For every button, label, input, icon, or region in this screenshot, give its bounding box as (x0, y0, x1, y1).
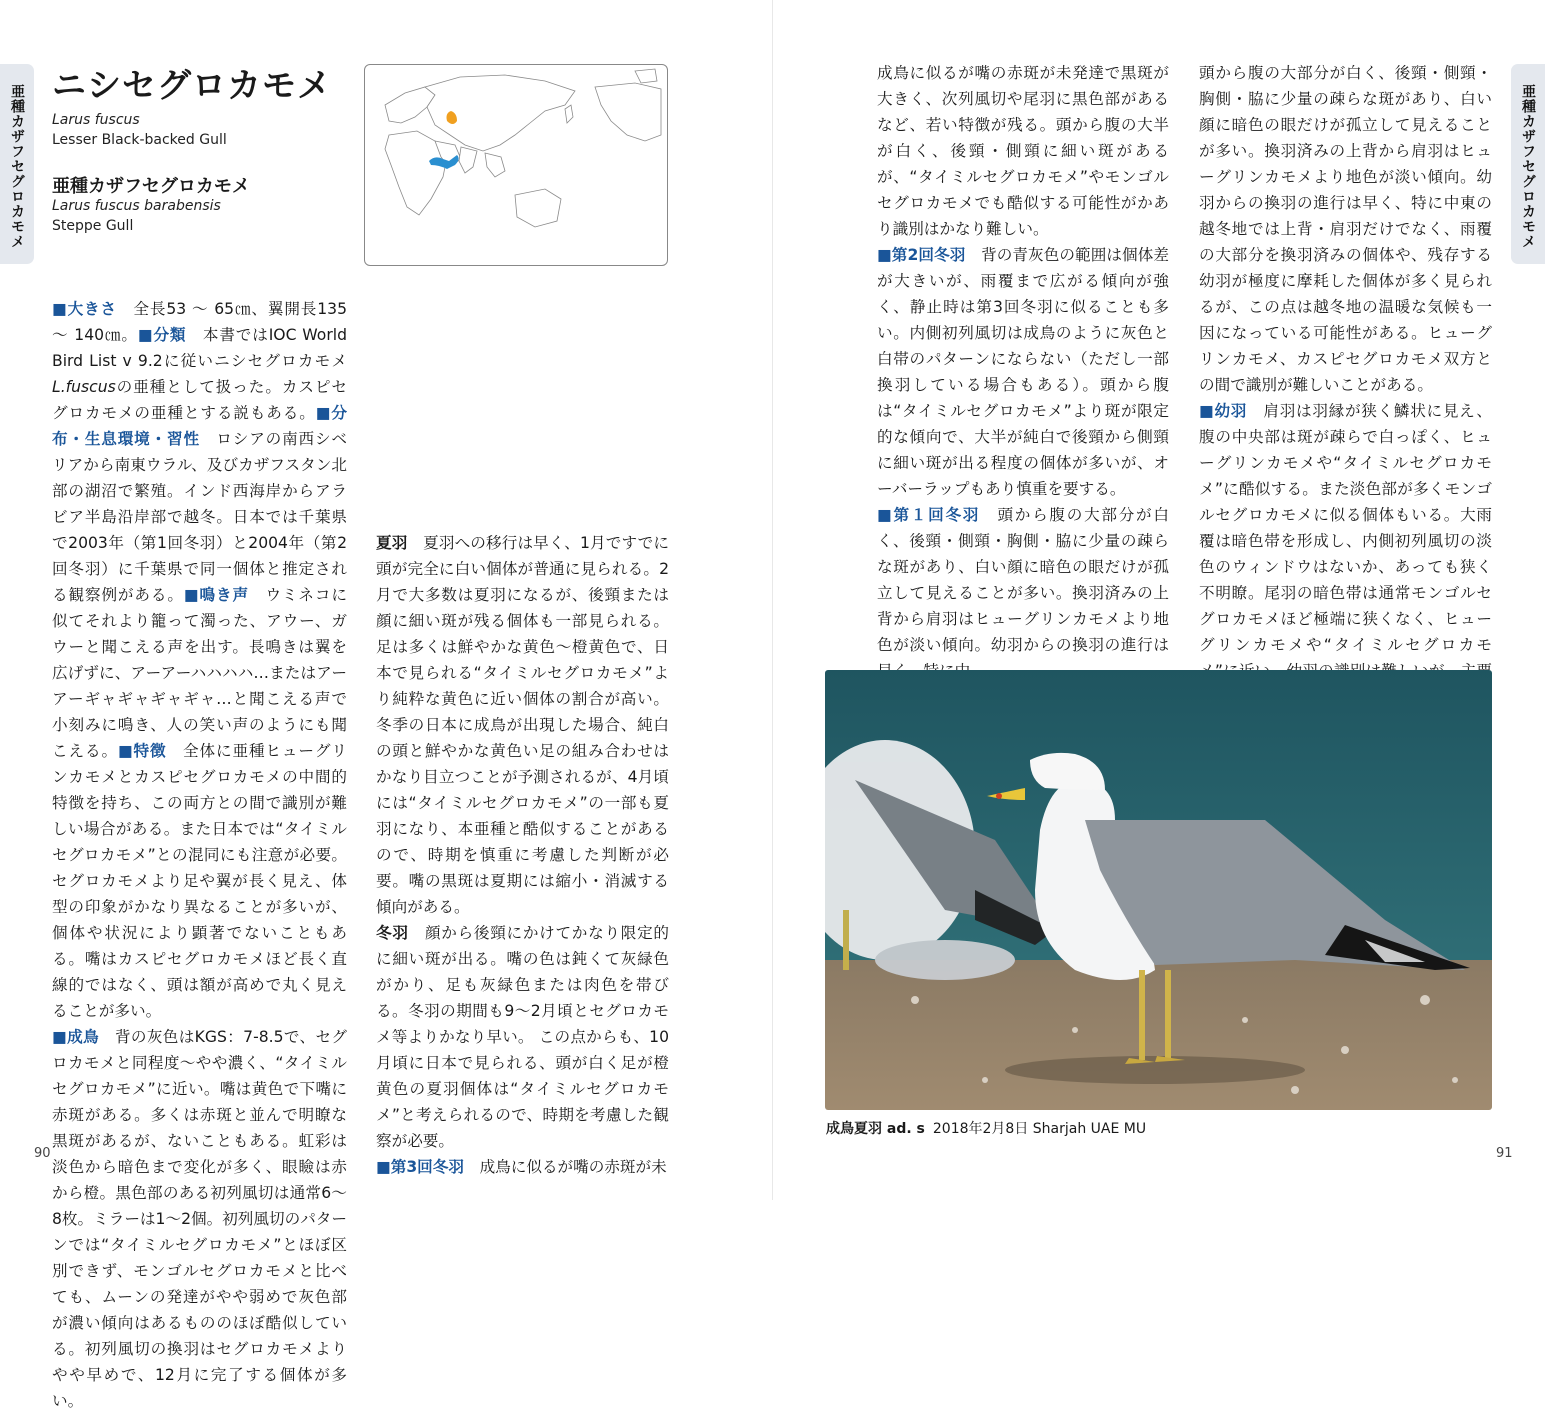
body-classification-italic: L.fuscus (52, 378, 116, 396)
body-third-winter: 成鳥に似るが嘴の赤斑が未発達で黒斑が大きく、次列風切や尾羽に黒色部があるなど、若い特徴が残る。頭から腹の大半が白く、後頸・側頸に細い斑があるが、“タイミルセグロカモメ”やモンゴルセグロカモメでも酷似する可能性がかあり識別はかなり難しい。 (877, 64, 1169, 238)
paragraph-winter (376, 920, 669, 1154)
heading-classification: ■分類 (137, 326, 187, 344)
text-column-4 (1199, 60, 1492, 654)
map-north-america (595, 83, 661, 141)
side-tab-right[interactable] (1511, 64, 1545, 264)
body-call: ウミネコに似てそれより籠って濁った、アウー、ガウーと聞こえる声を出す。長鳴きは翼を広げずに、アーアーハハハハ…またはアーアーギャギャギャギャ…と聞こえる声で小刻みに鳴き、人の笑い声のようにも聞こえる。 (52, 586, 347, 760)
heading-winter: 冬羽 (376, 924, 409, 942)
map-southeast-asia (485, 153, 505, 177)
paragraph-adult (52, 1024, 347, 1414)
page-number-right: 91 (1496, 1146, 1513, 1161)
body-first-winter: 頭から腹の大部分が白く、後頸・側頸・胸側・脇に少量の疎らな斑があり、白い顔に暗色の眼だけが孤立して見えることが多い。換羽済みの上背から肩羽はヒューグリンカモメより地色が淡い傾向。幼羽からの換羽の進行は早く、特に中東の越冬地では上背・肩羽だけでなく、雨覆の大部分を換羽済みの個体や、残存する幼羽が極度に摩耗した個体が多く見られるが、この点は越冬地の温暖な気候も一因になっている可能性がある。ヒューグリンカモメ、カスピセグロカモメ双方との間で識別が難しいことがある。 (1199, 64, 1492, 394)
text-column-2 (376, 296, 669, 1176)
heading-call: ■鳴き声 (183, 586, 249, 604)
body-distribution: ロシアの南西シベリアから南東ウラル、及びカザフスタン北部の湖沼で繁殖。インド西海岸からアラビア半島沿岸部で越冬。日本では千葉県で2003年（第1回冬羽）と2004年（第2回冬羽）に千葉県で同一個体と推定される観察例がある。 (52, 430, 347, 604)
spread-gutter (772, 0, 773, 1200)
heading-third-winter: ■第3回冬羽 (376, 1158, 464, 1176)
subspecies-title: 亜種カザフセグロカモメ (52, 176, 250, 197)
distribution-map (364, 64, 668, 266)
gull-shadow (1005, 1056, 1305, 1084)
body-first-winter-start: 頭から腹の大部分が白く、後頸・側頸・胸側・脇に少量の疎らな斑があり、白い顔に暗色の眼だけが孤立して見えることが多い。換羽済みの上背から肩羽はヒューグリンカモメより地色が淡い傾向。幼羽からの換羽の進行は (877, 506, 1169, 654)
body-classification-2: の亜種として扱った。カスピセグロカモメの亜種とする説もある。 (52, 378, 347, 422)
body-classification: 本書ではIOC World Bird List v 9.2に従いニシセグロカモメ (52, 326, 347, 370)
body-features: 全体に亜種ヒューグリンカモメとカスピセグロカモメの中間的特徴を持ち、この両方との間で識別が難しい場合がある。また日本では“タイミルセグロカモメ”との混同にも注意が必要。セグロカモメより足や翼が長く見え、体型の印象がかなり異なることが多いが、個体や状況により顕著でないこともある。嘴はカスピセグロカモメほど長く直線的ではなく、頭は額が高めで丸く見えることが多い。 (52, 742, 347, 1020)
paragraph-second-winter (877, 242, 1169, 502)
paragraph-third-winter (376, 1154, 669, 1180)
gull-photo-illustration (825, 670, 1492, 1110)
body-adult: 背の灰色はKGS：7-8.5で、セグロカモメと同程度～やや濃く、“タイミルセグロカモメ”に近い。嘴は黄色で下嘴に赤斑がある。多くは赤斑と並んで明瞭な黒斑があるが、ないこともある。虹彩は淡色から暗色まで変化が多く、眼瞼は赤から橙。黒色部のある初列風切は通常6～8枚。ミラーは1～2個。初列風切のパターンでは“タイミルセグロカモメ”とほぼ区別できず、モンゴルセグロカモメと比べても、ムーンの発達がやや弱めで灰色部が濃い傾向はあるもののほぼ酷似している。初列風切の換羽はセグロカモメよりやや早めで、12月に完了する個体が多い。 (52, 1028, 347, 1410)
paragraph-third-winter-cont (877, 60, 1169, 242)
page-number-left: 90 (34, 1146, 51, 1161)
photo-caption (826, 1118, 1146, 1138)
paragraph-summer (376, 530, 669, 920)
subspecies-english-name: Steppe Gull (52, 218, 134, 234)
heading-adult: ■成鳥 (52, 1028, 99, 1046)
text-column-3 (877, 60, 1169, 654)
photo-caption-detail: 2018年2月8日 Sharjah UAE MU (932, 1121, 1147, 1137)
paragraph-first-winter-cont (1199, 60, 1492, 398)
body-summer: 夏羽への移行は早く、1月ですでに頭が完全に白い個体が普通に見られる。2月で大多数は夏羽になるが、後頸または顔に細い斑が残る個体も一部見られる。足は多くは鮮やかな黄色～橙黄色で、日本で見られる“タイミルセグロカモメ”より純粋な黄色に近い個体の割合が高い。冬季の日本に成鳥が出現した場合、純白の頭と鮮やかな黄色い足の組み合わせはかなり目立つことが予測されるが、4月頃には“タイミルセグロカモメ”の一部も夏羽になり、本亜種と酷似することがあるので、時期を慎重に考慮した判断が必要。嘴の黒斑は夏期には縮小・消滅する傾向がある。 (376, 534, 669, 916)
heading-second-winter: ■第2回冬羽 (877, 246, 966, 264)
body-winter: 顔から後頸にかけてかなり限定的に細い斑が出る。嘴の色は鈍くて灰緑色がかり、足も灰緑色または肉色を帯びる。冬羽の期間も9～2月頃とセグロカモメ等よりかなり早い。 この点からも、10月頃に日本で見られる、頭が白く足が橙黄色の夏羽個体は“タイミルセグロカモメ”と考えられるので、時期を考慮した観察が必要。 (376, 924, 669, 1150)
sand-ground (825, 960, 1492, 1110)
body-third-winter-start: 成鳥に似るが嘴の赤斑が未 (479, 1158, 667, 1176)
map-japan (565, 105, 573, 123)
heading-juvenile: ■幼羽 (1199, 402, 1248, 420)
side-tab-left[interactable] (0, 64, 34, 264)
species-title: ニシセグロカモメ (52, 66, 332, 106)
photo-caption-label: 成鳥夏羽 ad. s (826, 1121, 925, 1137)
map-australia (515, 189, 561, 227)
map-india (459, 147, 477, 173)
map-greenland (635, 69, 657, 83)
side-tab-right-label: 亜種カザフセグロカモメ (1520, 84, 1536, 249)
body-size: 全長53 ～ 65㎝、翼開長135 ～ 140㎝。 (52, 300, 347, 344)
gull-photo (825, 670, 1492, 1110)
heading-features: ■特徴 (117, 742, 167, 760)
side-tab-left-label: 亜種カザフセグロカモメ (9, 84, 25, 249)
heading-summer: 夏羽 (376, 534, 408, 552)
map-europe (385, 87, 435, 123)
species-scientific-name: Larus fuscus (52, 112, 140, 128)
text-column-1 (52, 296, 347, 1410)
map-asia (425, 75, 575, 151)
heading-distribution: ■分布・生息環境・習性 (52, 404, 347, 448)
species-english-name: Lesser Black-backed Gull (52, 132, 227, 148)
paragraph-size-to-features (52, 296, 347, 1024)
body-second-winter: 背の青灰色の範囲は個体差が大きいが、雨覆まで広がる傾向が強く、静止時は第3回冬羽に似ることも多い。内側初列風切は成鳥のように灰色と白帯のパターンにならない（ただし一部換羽している場合もある）。頭から腹は“タイミルセグロカモメ”より斑が限定的な傾向で、大半が純白で後頸から側頸に細い斑が出る程度の個体が多いが、オーバーラップもあり慎重を要する。 (877, 246, 1169, 498)
heading-size: ■大きさ (52, 300, 117, 318)
body-juvenile: 肩羽は羽縁が狭く鱗状に見え、腹の中央部は斑が疎らで白っぽく、ヒューグリンカモメや“タイミルセグロカモメ”に酷似する。また淡色部が多くモンゴルセグロカモメに似る個体もいる。大雨覆は暗色帯を形成し、内側初列風切の淡色のウィンドウはないか、あっても狭く不明瞭。尾羽の暗色帯は通常モンゴルセグロカモメほど極端に狭くなく、ヒューグリンカモメや“タイミルセグロカモ (1199, 402, 1492, 654)
paragraph-first-winter (877, 502, 1169, 684)
subspecies-scientific-name: Larus fuscus barabensis (52, 198, 221, 214)
heading-first-winter: ■第１回冬羽 (877, 506, 981, 524)
world-map-graphic (365, 65, 667, 265)
